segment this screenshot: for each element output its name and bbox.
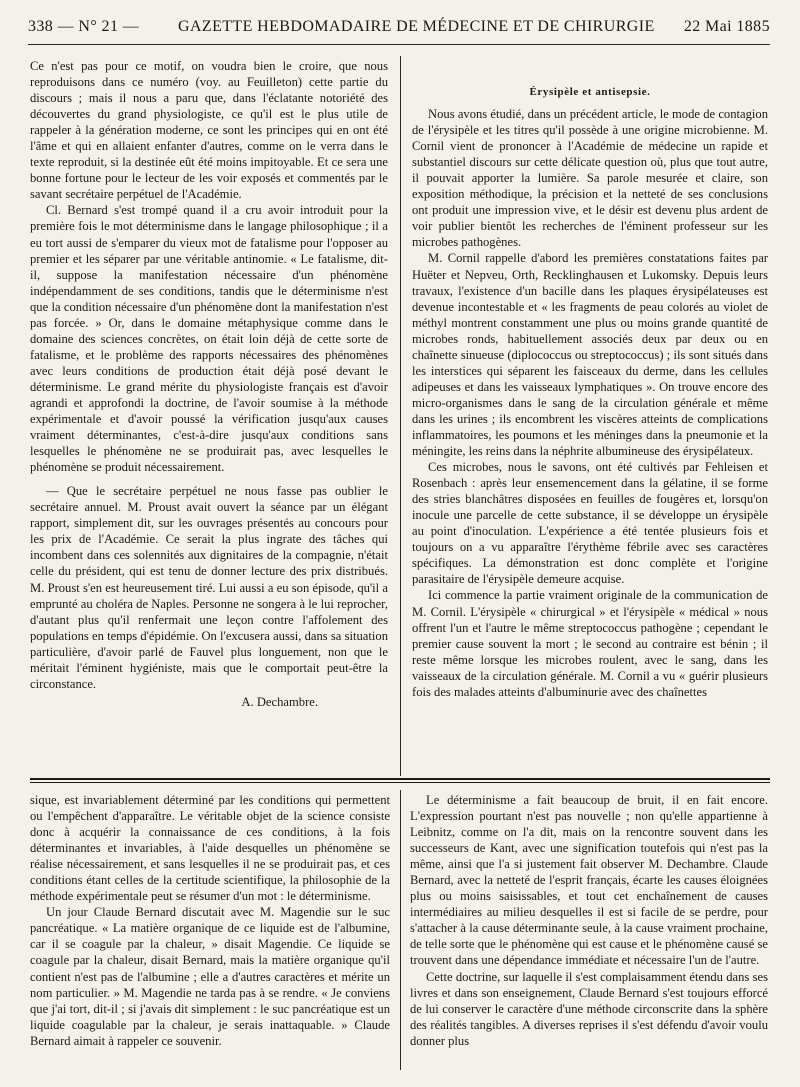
page-header [28, 12, 770, 42]
page-number [28, 18, 139, 36]
issue-number: — N° 21 — [57, 18, 140, 35]
issue-date: 22 Mai 1885 [683, 18, 770, 35]
paragraph: M. Cornil rappelle d'abord les premières constatations faites par Huëter et Nepveu, Orth, Recklinghausen et Lukomsky. Depuis leurs travaux, l'existence d'un bacille dans les plaques érysipélateuses est devenue incontestable et « les fragments de peau colorés au violet de méthyl montrent constamment une plus ou moins grande quantité de microbes ronds, habituellement associés deux par deux ou en chaînette sinueuse (diplococcus ou streptococcus) ; ils sont situés dans les interstices qui séparent les faisceaux du derme, dans les cellules adipeuses et dans les vaisseaux lymphatiques ». On trouve encore des micro-organismes dans le sang de la circulation générale et même dans les urines ; ils encombrent les viscères atteints de complications inflammatoires, les poumons et les méninges dans la pneumonie et la méningite, les reins dans la néphrite albumineuse des érysipélateux. [412, 251, 768, 459]
column-divider [400, 56, 401, 776]
paragraph: Le déterminisme a fait beaucoup de bruit, il en fait encore. L'expression pourtant n'est pas nouvelle ; non qu'elle appartienne à Leibnitz, comme on l'a dit, mais on la rencontre souvent dans les successeurs de Kant, avec une signification toutefois qui n'est pas la même, ainsi que l'a si justement fait observer M. Dechambre. Claude Bernard, avec la netteté de l'esprit français, écarte les causes éloignées plus ou moins saisissables, et tout cet enchaînement de causes intermédiaires au milieu desquelles il est si facile de se perdre, pour s'attacher à la cause déterminante seule, à la cause vraiment prochaine, de telle sorte que le phénomène qui est cause et le phénomène causé se trouvent dans une dépendance immédiate et nécessaire l'un de l'autre. [410, 793, 768, 968]
paragraph: Ce n'est pas pour ce motif, on voudra bien le croire, que nous reproduisons dans ce numéro (voy. au Feuilleton) cette partie du discours ; mais il nous a paru que, dans l'éclatante notoriété des découvertes du grand physiologiste, ce qu'il est le plus utile de rappeler à la génération moderne, ce sont les principes qui en ont été l'âme et qui en allaient enfanter d'autres, comme on le verra dans le texte reproduit, si la destinée eût été moins impitoyable. Et ce sera une bonne fortune pour le lecteur de les voir exposés et commentés par le savant secrétaire perpétuel de l'Académie. [30, 59, 388, 202]
column-bottom-right [410, 792, 768, 1064]
paragraph: Ici commence la partie vraiment originale de la communication de M. Cornil. L'érysipèle « chirurgical » et l'érysipèle « médical » nous offrent l'un et l'autre le même streptococcus pathogène ; cependant le premier cause souvent la mort ; le second au contraire est bénin ; il reste même lorsque les microbes roulent, avec le sang, dans les vaisseaux de la circulation générale. M. Cornil a vu « guérir plusieurs fois des malades atteints d'albuminurie avec des chaînettes [412, 588, 768, 699]
page-number-text: 338 [28, 18, 54, 35]
paragraph: Nous avons étudié, dans un précédent article, le mode de contagion de l'érysipèle et les titres qu'il possède à une origine microbienne. M. Cornil vient de prononcer à l'Académie de médecine un rapide et substantiel discours sur cette délicate question où, plus que tout autre, il pouvait apporter la lumière. Sa parole mesurée et claire, son exposition méthodique, la précision et la netteté de ses conclusions ont produit une impression vive, et le désir est devenu plus ardent de voir publier bientôt les recherches de l'éminent professeur sur les microbes pathogènes. [412, 107, 768, 250]
journal-title: GAZETTE HEBDOMADAIRE DE MÉDECINE ET DE CHIRURGIE [178, 18, 655, 35]
paragraph: Ces microbes, nous le savons, ont été cultivés par Fehleisen et Rosenbach : après leur ensemencement dans la gélatine, il se forme des stries blanchâtres disposées en feuilles de fougères et, lorsqu'on inocule une parcelle de cette substance, il se développe un érysipèle au point d'inoculation. L'expérience a été tentée plusieurs fois et toujours on a vu apparaître l'érythème fébrile avec ses caractères spécifiques. La démonstration est donc complète et l'origine parasitaire de l'érysipèle demeure acquise. [412, 460, 768, 587]
paragraph: Cl. Bernard s'est trompé quand il a cru avoir introduit pour la première fois le mot déterminisme dans le langage philosophique ; il a eu tort aussi de s'emparer du vieux mot de fatalisme pour l'opposer au premier et les séparer par une véritable antinomie. « Le fatalisme, dit-il, suppose la manifestation nécessaire d'un phénomène indépendamment de ses conditions, tandis que le déterminisme n'est que la condition nécessaire d'un phénomène dont la manifestation n'est pas forcée. » Or, dans le domaine métaphysique comme dans le domaine des sciences concrètes, on était loin déjà de cette sorte de fatalisme, et le problème des rapports nécessaires des phénomènes avec leurs conditions de production était déjà posé devant le déterminisme. Le grand mérite du physiologiste français est d'avoir agrandi et approfondi la doctrine, de l'avoir soumise à la méthode expérimentale et d'avoir poussé la vérification jusqu'aux causes vraiment déterminantes, c'est-à-dire jusqu'aux conditions sans lesquelles le phénomène ne se produirait pas, avec lesquelles le phénomène se produit nécessairement. [30, 203, 388, 475]
column-divider-bottom [400, 790, 401, 1070]
paragraph: — Que le secrétaire perpétuel ne nous fasse pas oublier le secrétaire annuel. M. Proust avait ouvert la séance par un élégant rapport, simplement dit, sur les ouvrages présentés au concours pour les prix de l'Académie. Ce serait la plus ingrate des tâches qui incombent dans ces solennités aux dignitaires de la compagnie, n'était celle du président, qui est tenu de donner lecture des prix distribués. M. Proust s'en est heureusement tiré. Lui aussi a eu son épisode, qu'il a emprunté au choléra de Naples. Personne ne songera à le lui reprocher, d'autant plus qu'il renfermait une leçon contre l'affolement des populations en temps d'épidémie. On l'excusera aussi, dans sa situation particulière, d'avoir parlé de Fauvel plus longuement, non que le méritait l'éminent hygiéniste, mais que le comportait peut-être la circonstance. [30, 484, 388, 691]
section-divider-thin [30, 782, 770, 783]
paragraph: Cette doctrine, sur laquelle il s'est complaisamment étendu dans ses livres et dans son enseignement, Claude Bernard s'est toujours efforcé de lui conserver le caractère d'une méthode circonscrite dans la sphère des réalités tangibles. A diverses reprises il s'est défendu d'avoir voulu donner plus [410, 969, 768, 1048]
column-top-left [30, 58, 388, 770]
header-rule [28, 44, 770, 45]
signature: A. Dechambre. [241, 694, 318, 709]
column-top-right [412, 58, 768, 770]
paragraph: Un jour Claude Bernard discutait avec M. Magendie sur le suc pancréatique. « La matière organique de ce liquide est de l'albumine, car il se coagule par la chaleur, » disait Magendie. Ce liquide se coagule par la chaleur, disait Bernard, mais la matière organique qu'il contient n'est pas de l'albumine ; elle a d'autres caractères et mérite un nom particulier. » M. Magendie ne tarda pas à se rendre. « Je conviens que j'ai tort, dit-il ; si j'avais dit simplement : le suc pancréatique est un liquide coagulable par la chaleur, je serais inattaquable. » Claude Bernard aimait à rappeler ce souvenir. [30, 905, 390, 1048]
column-bottom-left [30, 792, 390, 1064]
section-divider-thick [30, 778, 770, 780]
paragraph: sique, est invariablement déterminé par les conditions qui permettent ou l'empêchent d'apparaître. Le véritable objet de la science consiste donc à acquérir la connaissance de ces conditions, à la fois déterminantes et invariables, à l'aide desquelles un phénomène se réalise nécessairement, et sans lesquelles il ne se produirait pas, et ces conditions étant celles de la certitude scientifique, la philosophie de la méthode expérimentale peut se résumer d'un mot : le déterminisme. [30, 793, 390, 904]
section-title: Érysipèle et antisepsie. [529, 86, 651, 98]
